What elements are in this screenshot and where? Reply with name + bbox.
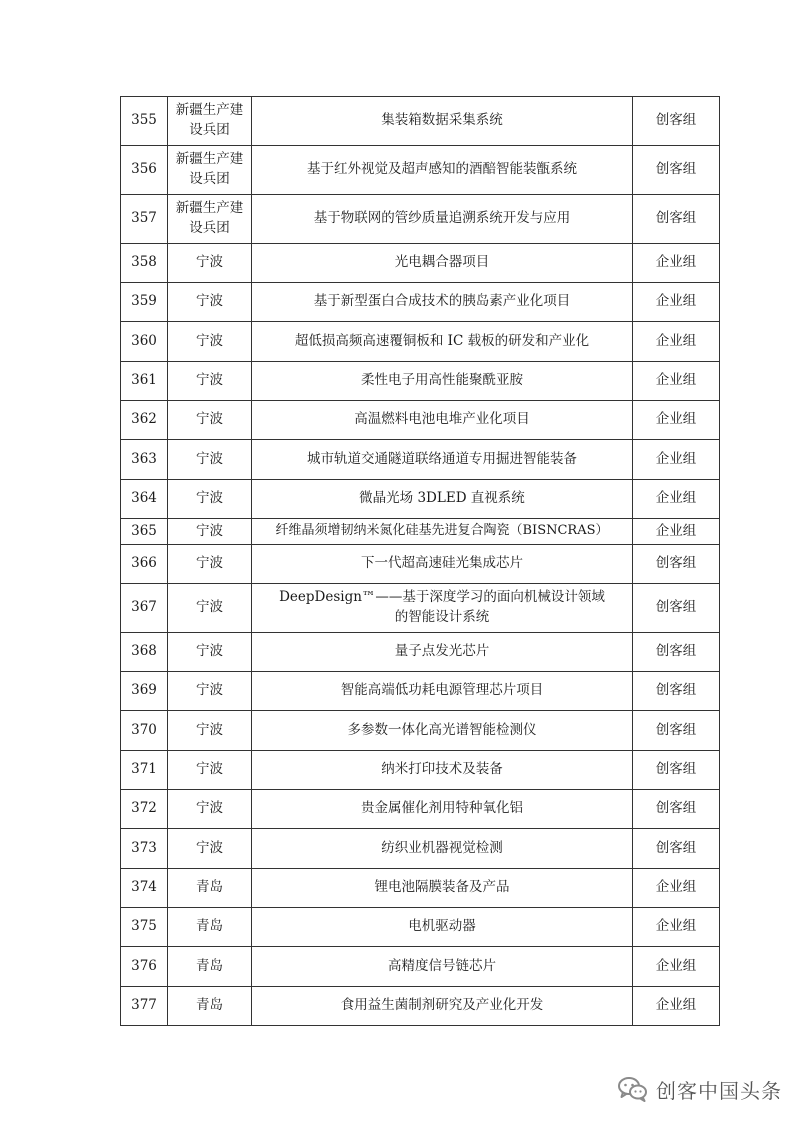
row-region: 宁波 — [168, 322, 252, 362]
row-group: 创客组 — [633, 672, 720, 711]
table-row — [121, 244, 720, 283]
row-region: 宁波 — [168, 751, 252, 790]
row-project: 基于物联网的管纱质量追溯系统开发与应用 — [252, 195, 633, 244]
table-row — [121, 947, 720, 987]
row-project: 下一代超高速硅光集成芯片 — [252, 545, 633, 584]
row-project: DeepDesign™——基于深度学习的面向机械设计领域的智能设计系统 — [252, 584, 633, 633]
row-project: 电机驱动器 — [252, 908, 633, 947]
table-row — [121, 440, 720, 480]
table-row — [121, 480, 720, 519]
row-project: 纺织业机器视觉检测 — [252, 829, 633, 869]
row-number: 371 — [121, 751, 168, 790]
row-group: 创客组 — [633, 584, 720, 633]
table-row — [121, 672, 720, 711]
row-project: 城市轨道交通隧道联络通道专用掘进智能装备 — [252, 440, 633, 480]
row-group: 企业组 — [633, 283, 720, 322]
table-row — [121, 545, 720, 584]
row-number: 357 — [121, 195, 168, 244]
row-project: 光电耦合器项目 — [252, 244, 633, 283]
table-row — [121, 711, 720, 751]
row-region: 宁波 — [168, 480, 252, 519]
table-row — [121, 869, 720, 908]
row-number: 360 — [121, 322, 168, 362]
row-group: 企业组 — [633, 362, 720, 401]
row-number: 363 — [121, 440, 168, 480]
row-project: 基于新型蛋白合成技术的胰岛素产业化项目 — [252, 283, 633, 322]
row-project: 食用益生菌制剂研究及产业化开发 — [252, 987, 633, 1026]
row-number: 366 — [121, 545, 168, 584]
row-region: 新疆生产建设兵团 — [168, 195, 252, 244]
row-number: 376 — [121, 947, 168, 987]
row-project: 高精度信号链芯片 — [252, 947, 633, 987]
row-region: 宁波 — [168, 633, 252, 672]
row-group: 企业组 — [633, 480, 720, 519]
row-number: 364 — [121, 480, 168, 519]
row-number: 358 — [121, 244, 168, 283]
row-project: 高温燃料电池电堆产业化项目 — [252, 401, 633, 440]
row-number: 361 — [121, 362, 168, 401]
table-row — [121, 401, 720, 440]
row-project: 超低损高频高速覆铜板和 IC 载板的研发和产业化 — [252, 322, 633, 362]
row-group: 企业组 — [633, 519, 720, 545]
row-project: 锂电池隔膜装备及产品 — [252, 869, 633, 908]
row-region: 青岛 — [168, 987, 252, 1026]
row-number: 368 — [121, 633, 168, 672]
row-group: 创客组 — [633, 195, 720, 244]
row-number: 375 — [121, 908, 168, 947]
row-group: 创客组 — [633, 711, 720, 751]
footer-brand-text: 创客中国头条 — [656, 1078, 782, 1103]
row-region: 青岛 — [168, 947, 252, 987]
row-region: 青岛 — [168, 869, 252, 908]
row-group: 企业组 — [633, 869, 720, 908]
table-row — [121, 908, 720, 947]
row-project: 多参数一体化高光谱智能检测仪 — [252, 711, 633, 751]
table-row — [121, 146, 720, 195]
row-region: 宁波 — [168, 283, 252, 322]
row-number: 359 — [121, 283, 168, 322]
row-region: 宁波 — [168, 545, 252, 584]
row-group: 创客组 — [633, 790, 720, 829]
row-group: 企业组 — [633, 908, 720, 947]
table-row — [121, 829, 720, 869]
row-group: 企业组 — [633, 322, 720, 362]
row-project: 智能高端低功耗电源管理芯片项目 — [252, 672, 633, 711]
row-group: 创客组 — [633, 146, 720, 195]
row-region: 宁波 — [168, 401, 252, 440]
row-number: 365 — [121, 519, 168, 545]
row-region: 宁波 — [168, 362, 252, 401]
table-row — [121, 633, 720, 672]
row-region: 宁波 — [168, 440, 252, 480]
row-region: 宁波 — [168, 829, 252, 869]
row-group: 企业组 — [633, 440, 720, 480]
row-group: 创客组 — [633, 97, 720, 146]
table-row — [121, 362, 720, 401]
row-group: 创客组 — [633, 545, 720, 584]
row-region: 宁波 — [168, 584, 252, 633]
row-group: 创客组 — [633, 633, 720, 672]
row-region: 宁波 — [168, 519, 252, 545]
row-group: 企业组 — [633, 401, 720, 440]
row-region: 新疆生产建设兵团 — [168, 97, 252, 146]
table-row — [121, 97, 720, 146]
project-table — [120, 96, 720, 1026]
footer-brand — [618, 1075, 782, 1103]
wechat-icon — [618, 1076, 648, 1102]
row-project: 贵金属催化剂用特种氧化铝 — [252, 790, 633, 829]
row-project: 微晶光场 3DLED 直视系统 — [252, 480, 633, 519]
row-number: 370 — [121, 711, 168, 751]
table-row — [121, 283, 720, 322]
row-number: 373 — [121, 829, 168, 869]
row-group: 企业组 — [633, 244, 720, 283]
row-region: 宁波 — [168, 672, 252, 711]
row-number: 367 — [121, 584, 168, 633]
row-project: 柔性电子用高性能聚酰亚胺 — [252, 362, 633, 401]
row-group: 企业组 — [633, 947, 720, 987]
table-row — [121, 322, 720, 362]
row-project: 量子点发光芯片 — [252, 633, 633, 672]
table-row — [121, 195, 720, 244]
row-region: 宁波 — [168, 711, 252, 751]
row-project: 纤维晶须增韧纳米氮化硅基先进复合陶瓷（BISNCRAS） — [252, 519, 633, 545]
table-row — [121, 790, 720, 829]
table-row — [121, 751, 720, 790]
row-number: 362 — [121, 401, 168, 440]
table-row — [121, 519, 720, 545]
row-project: 纳米打印技术及装备 — [252, 751, 633, 790]
row-number: 377 — [121, 987, 168, 1026]
row-region: 宁波 — [168, 790, 252, 829]
row-region: 宁波 — [168, 244, 252, 283]
row-number: 374 — [121, 869, 168, 908]
row-number: 356 — [121, 146, 168, 195]
row-number: 355 — [121, 97, 168, 146]
row-number: 369 — [121, 672, 168, 711]
row-group: 企业组 — [633, 987, 720, 1026]
row-region: 新疆生产建设兵团 — [168, 146, 252, 195]
row-project: 集装箱数据采集系统 — [252, 97, 633, 146]
table-row — [121, 987, 720, 1026]
table-row — [121, 584, 720, 633]
row-group: 创客组 — [633, 829, 720, 869]
row-region: 青岛 — [168, 908, 252, 947]
row-group: 创客组 — [633, 751, 720, 790]
row-project: 基于红外视觉及超声感知的酒醅智能装甑系统 — [252, 146, 633, 195]
row-number: 372 — [121, 790, 168, 829]
